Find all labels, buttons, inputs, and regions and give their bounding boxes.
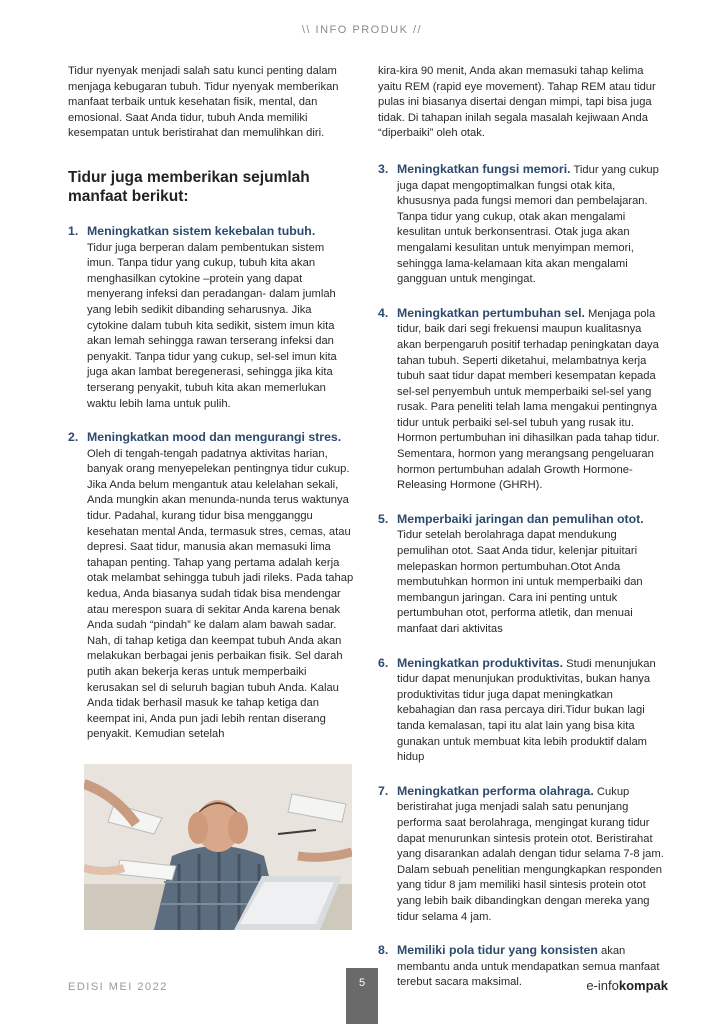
item-number: 8. [378,943,389,958]
item-number: 7. [378,783,389,798]
item-title: Meningkatkan performa olahraga. [397,783,594,798]
list-item [68,430,354,743]
benefit-list-right [378,162,668,991]
continuation-paragraph: kira-kira 90 menit, Anda akan memasuki tahap kelima yaitu REM (rapid eye movement). Tahap REM atau tidur pulas ini biasanya disertai dengan mimpi, tapi bisa juga tidak. Di tahapan inilah segala masalah kejiwaan Anda “diperbaiki” oleh otak. [378,65,656,140]
list-item [378,306,668,494]
item-title: Meningkatkan pertumbuhan sel. [397,305,585,320]
edition-label: EDISI MEI 2022 [68,981,168,993]
item-title: Meningkatkan fungsi memori. [397,161,571,176]
item-number: 4. [378,305,389,320]
list-item [378,656,668,766]
item-title: Meningkatkan mood dan mengurangi stres. [87,430,342,445]
stressed-man-photo [84,764,352,930]
item-text: Studi menunjukan tidur dapat menunjukan produktivitas, bukan hanya produktivitas tidur juga dapat meningkatkan kebahagian dan rasa percaya diri.Tidur bukan lagi tanda kemalasan, tapi itu alat lain yang bisa kita gunakan untuk membuat kita lebih produktif dalam hidup [397,657,656,764]
item-text: Tidur yang cukup juga dapat mengoptimalkan fungsi otak kita, khususnya pada fungsi memori dan pembelajaran. Tanpa tidur yang cukup, otak akan mengalami kesulitan untuk berkonsentrasi. Otak juga akan mengalami kesulitan untuk menyimpan memori, sehingga lama-kelamaan kita akan mengalami gangguan untuk mengingat. [397,163,659,286]
item-text: Cukup beristirahat juga menjadi salah satu penunjang performa saat berolahraga, mengingat kurang tidur dapat menurunkan sintesis protein otot. Beristirahat yang disarankan adalah dengan tidur selama 7-8 jam. Dalam sebuah penelitian mengungkapkan responden yang tidur 8 jam memiliki hasil sintesis protein otot yang lebih baik dibandingkan dengan mereka yang tidur selama 4 jam. [397,785,664,923]
stressed-man-illustration [84,764,352,930]
brand-bold: kompak [618,978,668,993]
right-column [378,64,668,1009]
list-item [378,512,668,638]
left-column [68,64,354,761]
page-number: 5 [346,968,378,1024]
item-number: 6. [378,655,389,670]
section-header: \\ INFO PRODUK // [301,24,423,36]
brand-logo [586,978,668,993]
list-item [378,162,668,288]
item-title: Meningkatkan sistem kekebalan tubuh. [87,223,316,238]
item-number: 2. [68,430,79,445]
list-item [68,224,354,412]
item-number: 1. [68,223,79,238]
item-title: Meningkatkan produktivitas. [397,655,564,670]
benefit-list-left [68,224,354,743]
item-text: Oleh di tengah-tengah padatnya aktivitas harian, banyak orang menyepelekan pentingnya tidur cukup. Jika Anda belum mengantuk atau kelelahan sekali, Anda mungkin akan menunda-nunda terus waktunya tidur. Padahal, kurang tidur bisa mengganggu kesehatan mental Anda, termasuk stres, cemas, atau depresi. Saat tidur, manusia akan memasuki lima tahapan penting. Tahap yang pertama adalah kerja otak melambat sehingga tubuh jadi rileks. Pada tahap kedua, Anda biasanya sudah tidak bisa mendengar atau merespon suara di sekitar Anda karena benak Anda sudah “pindah” ke dalam alam bawah sadar. Nah, di tahap ketiga dan keempat tubuh Anda akan melakukan berbagai jenis perbaikan fisik. Sel darah putih akan bekerja keras untuk memperbaiki kerusakan sel di seluruh bagian tubuh Anda. Kalau Anda tidak berhasil masuk ke tahap ketiga dan keempat ini, Anda pun jadi lebih rentan diserang penyakit. Kemudian setelah [87,447,354,741]
item-text: Tidur setelah berolahraga dapat mendukung pemulihan otot. Saat Anda tidur, kelenjar pituitari melepaskan hormon pertumbuhan.Otot Anda membutuhkan hormon ini untuk memperbaiki dan membangun jaringan. Cara ini penting untuk pertumbuhan otot, performa atletik, dan menuai manfaat dari aktivitas [397,529,643,635]
item-text: Tidur juga berperan dalam pembentukan sistem imun. Tanpa tidur yang cukup, tubuh kita akan menghasilkan cytokine –protein yang dapat menyerang infeksi dan peradangan- dalam jumlah yang lebih sedikit dibanding seharusnya. Jika cytokine dalam tubuh kita sedikit, sistem imun kita akan lemah sehingga rawan terserang infeksi dan penyakit. Tanpa tidur yang cukup, sel-sel imun kita juga akan lambat beregenerasi, sehingga jika kita terserang penyakit, tubuh kita akan memerlukan waktu lebih lama untuk pulih. [87,241,337,410]
list-item [378,784,668,925]
item-text: Menjaga pola tidur, baik dari segi frekuensi maupun kualitasnya akan berpengaruh positif terhadap peningkatan daya tahan tubuh. Seperti diketahui, melambatnya kerja tubuh saat tidur dapat memberi kesempatan kepada sel-sel penyembuh untuk memperbaiki sel-sel yang rusak. Para peneliti telah lama mengakui pentingnya tidur untuk perbaiki sel-sel tubuh yang rusak itu. Hormon pertumbuhan ini dihasilkan pada tahap tidur. Sementara, hormon yang merangsang pengeluaran hormon pertumbuhan adalah Growth Hormone-Releasing Hormone (GHRH). [397,307,660,492]
item-text: akan membantu anda untuk mendapatkan semua manfaat terebut sacara maksimal. [397,945,660,989]
item-number: 5. [378,511,389,526]
brand-light: e-info [586,978,619,993]
item-title: Memiliki pola tidur yang konsisten [397,943,598,958]
intro-paragraph: Tidur nyenyak menjadi salah satu kunci penting dalam menjaga kebugaran tubuh. Tidur nyenyak memberikan manfaat terbaik untuk kesehatan fisik, mental, dan emosional. Saat Anda tidur, tubuh Anda memiliki kesempatan untuk beristirahat dan memulihkan diri. [68,65,339,140]
item-title: Memperbaiki jaringan dan pemulihan otot. [397,511,644,526]
item-number: 3. [378,161,389,176]
section-title: Tidur juga memberikan sejumlah manfaat berikut: [68,168,310,205]
